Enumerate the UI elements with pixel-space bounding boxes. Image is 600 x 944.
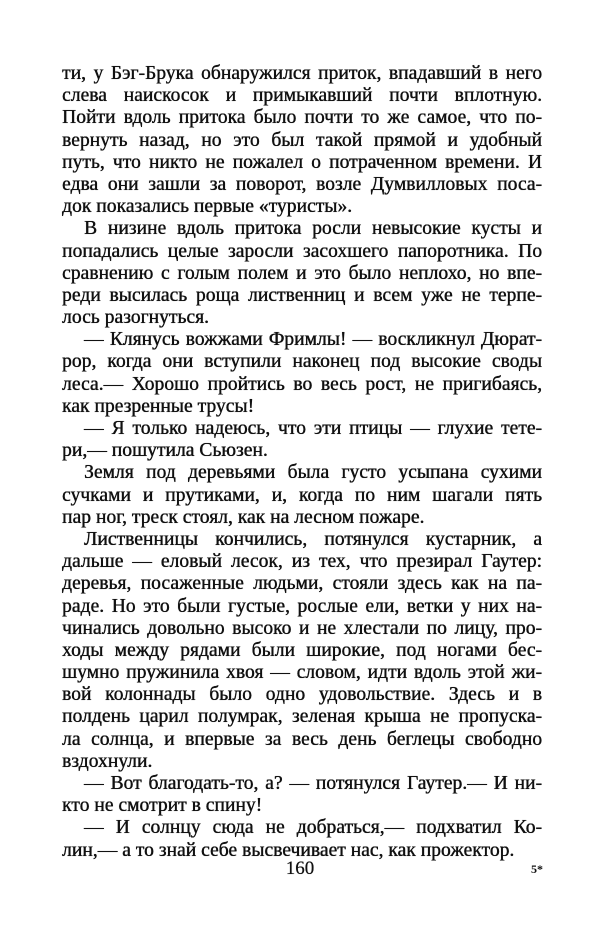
text-line: вернуть назад, но это был такой прямой и удобный <box>62 129 542 151</box>
paragraph <box>62 817 542 861</box>
text-line: деревья, посаженные людьми, стояли здесь как на па- <box>62 573 542 595</box>
text-line: лось разогнуться. <box>62 307 209 329</box>
text-line: слева наискосок и примыкавший почти вплотную. <box>62 85 542 107</box>
text-line: попадались целые заросли засохшего папоротника. По <box>62 240 542 262</box>
text-line: путь, что никто не пожалел о потраченном времени. И <box>62 151 542 173</box>
paragraph <box>62 63 542 218</box>
text-line: как презренные трусы! <box>62 395 255 417</box>
text-line: — Я только надеюсь, что эти птицы — глухие тете- <box>84 418 542 439</box>
text-line: лин,— а то знай себе высвечивает нас, как прожектор. <box>62 839 515 861</box>
text-line: Пойти вдоль притока было почти то же самое, что по- <box>62 107 542 129</box>
text-line: ходы между рядами были широкие, под ногами бес- <box>62 639 542 661</box>
page-number: 160 <box>285 858 315 879</box>
signature-mark: 5* <box>531 862 543 876</box>
paragraph <box>62 329 542 418</box>
text-line: Земля под деревьями была густо усыпана сухими <box>84 462 542 484</box>
paragraph <box>62 218 542 329</box>
text-line: едва они зашли за поворот, возле Думвилловых поса- <box>62 173 542 195</box>
paragraph <box>62 418 542 462</box>
paragraph <box>62 773 542 817</box>
text-line: вздохнули. <box>62 750 153 772</box>
text-line: док показались первые «туристы». <box>62 196 353 218</box>
text-line: вой колоннады было одно удовольствие. Здесь и в <box>62 684 542 706</box>
text-line: кто не смотрит в спину! <box>62 795 263 817</box>
text-line: шумно пружинила хвоя — словом, идти вдоль этой жи- <box>62 662 542 684</box>
text-line: рор, когда они вступили наконец под высокие своды <box>62 351 542 373</box>
text-line: Лиственницы кончились, потянулся кустарник, а <box>84 528 542 550</box>
paragraph <box>62 529 542 773</box>
text-line: сучками и прутиками, и, когда по ним шагали пять <box>62 484 542 506</box>
body-text <box>62 63 542 862</box>
text-line: ла солнца, и впервые за весь день беглецы свободно <box>62 728 542 750</box>
text-line: сравнению с голым полем и это было неплохо, но впе- <box>62 262 542 284</box>
paragraph <box>62 462 542 529</box>
text-line: — И солнцу сюда не добраться,— подхватил Ко- <box>84 817 542 839</box>
text-line: — Клянусь вожжами Фримлы! — воскликнул Дюрат- <box>84 329 542 351</box>
text-line: полдень царил полумрак, зеленая крыша не пропуска- <box>62 706 542 728</box>
text-line: дальше — еловый лесок, из тех, что презирал Гаутер: <box>62 551 542 573</box>
text-line: — Вот благодать-то, а? — потянулся Гаутер.— И ни- <box>84 773 542 794</box>
text-line: леса.— Хорошо пройтись во весь рост, не пригибаясь, <box>62 373 542 395</box>
text-line: чинались довольно высоко и не хлестали по лицу, про- <box>62 617 542 639</box>
text-line: ти, у Бэг-Брука обнаружился приток, впадавший в него <box>62 63 542 84</box>
text-line: пар ног, треск стоял, как на лесном пожаре. <box>62 506 425 528</box>
text-line: раде. Но это были густые, рослые ели, ветки у них на- <box>62 595 542 617</box>
text-line: В низине вдоль притока росли невысокие кусты и <box>84 218 542 240</box>
text-line: ри,— пошутила Сьюзен. <box>62 440 268 462</box>
text-line: реди высилась роща лиственниц и всем уже не терпе- <box>62 284 542 306</box>
